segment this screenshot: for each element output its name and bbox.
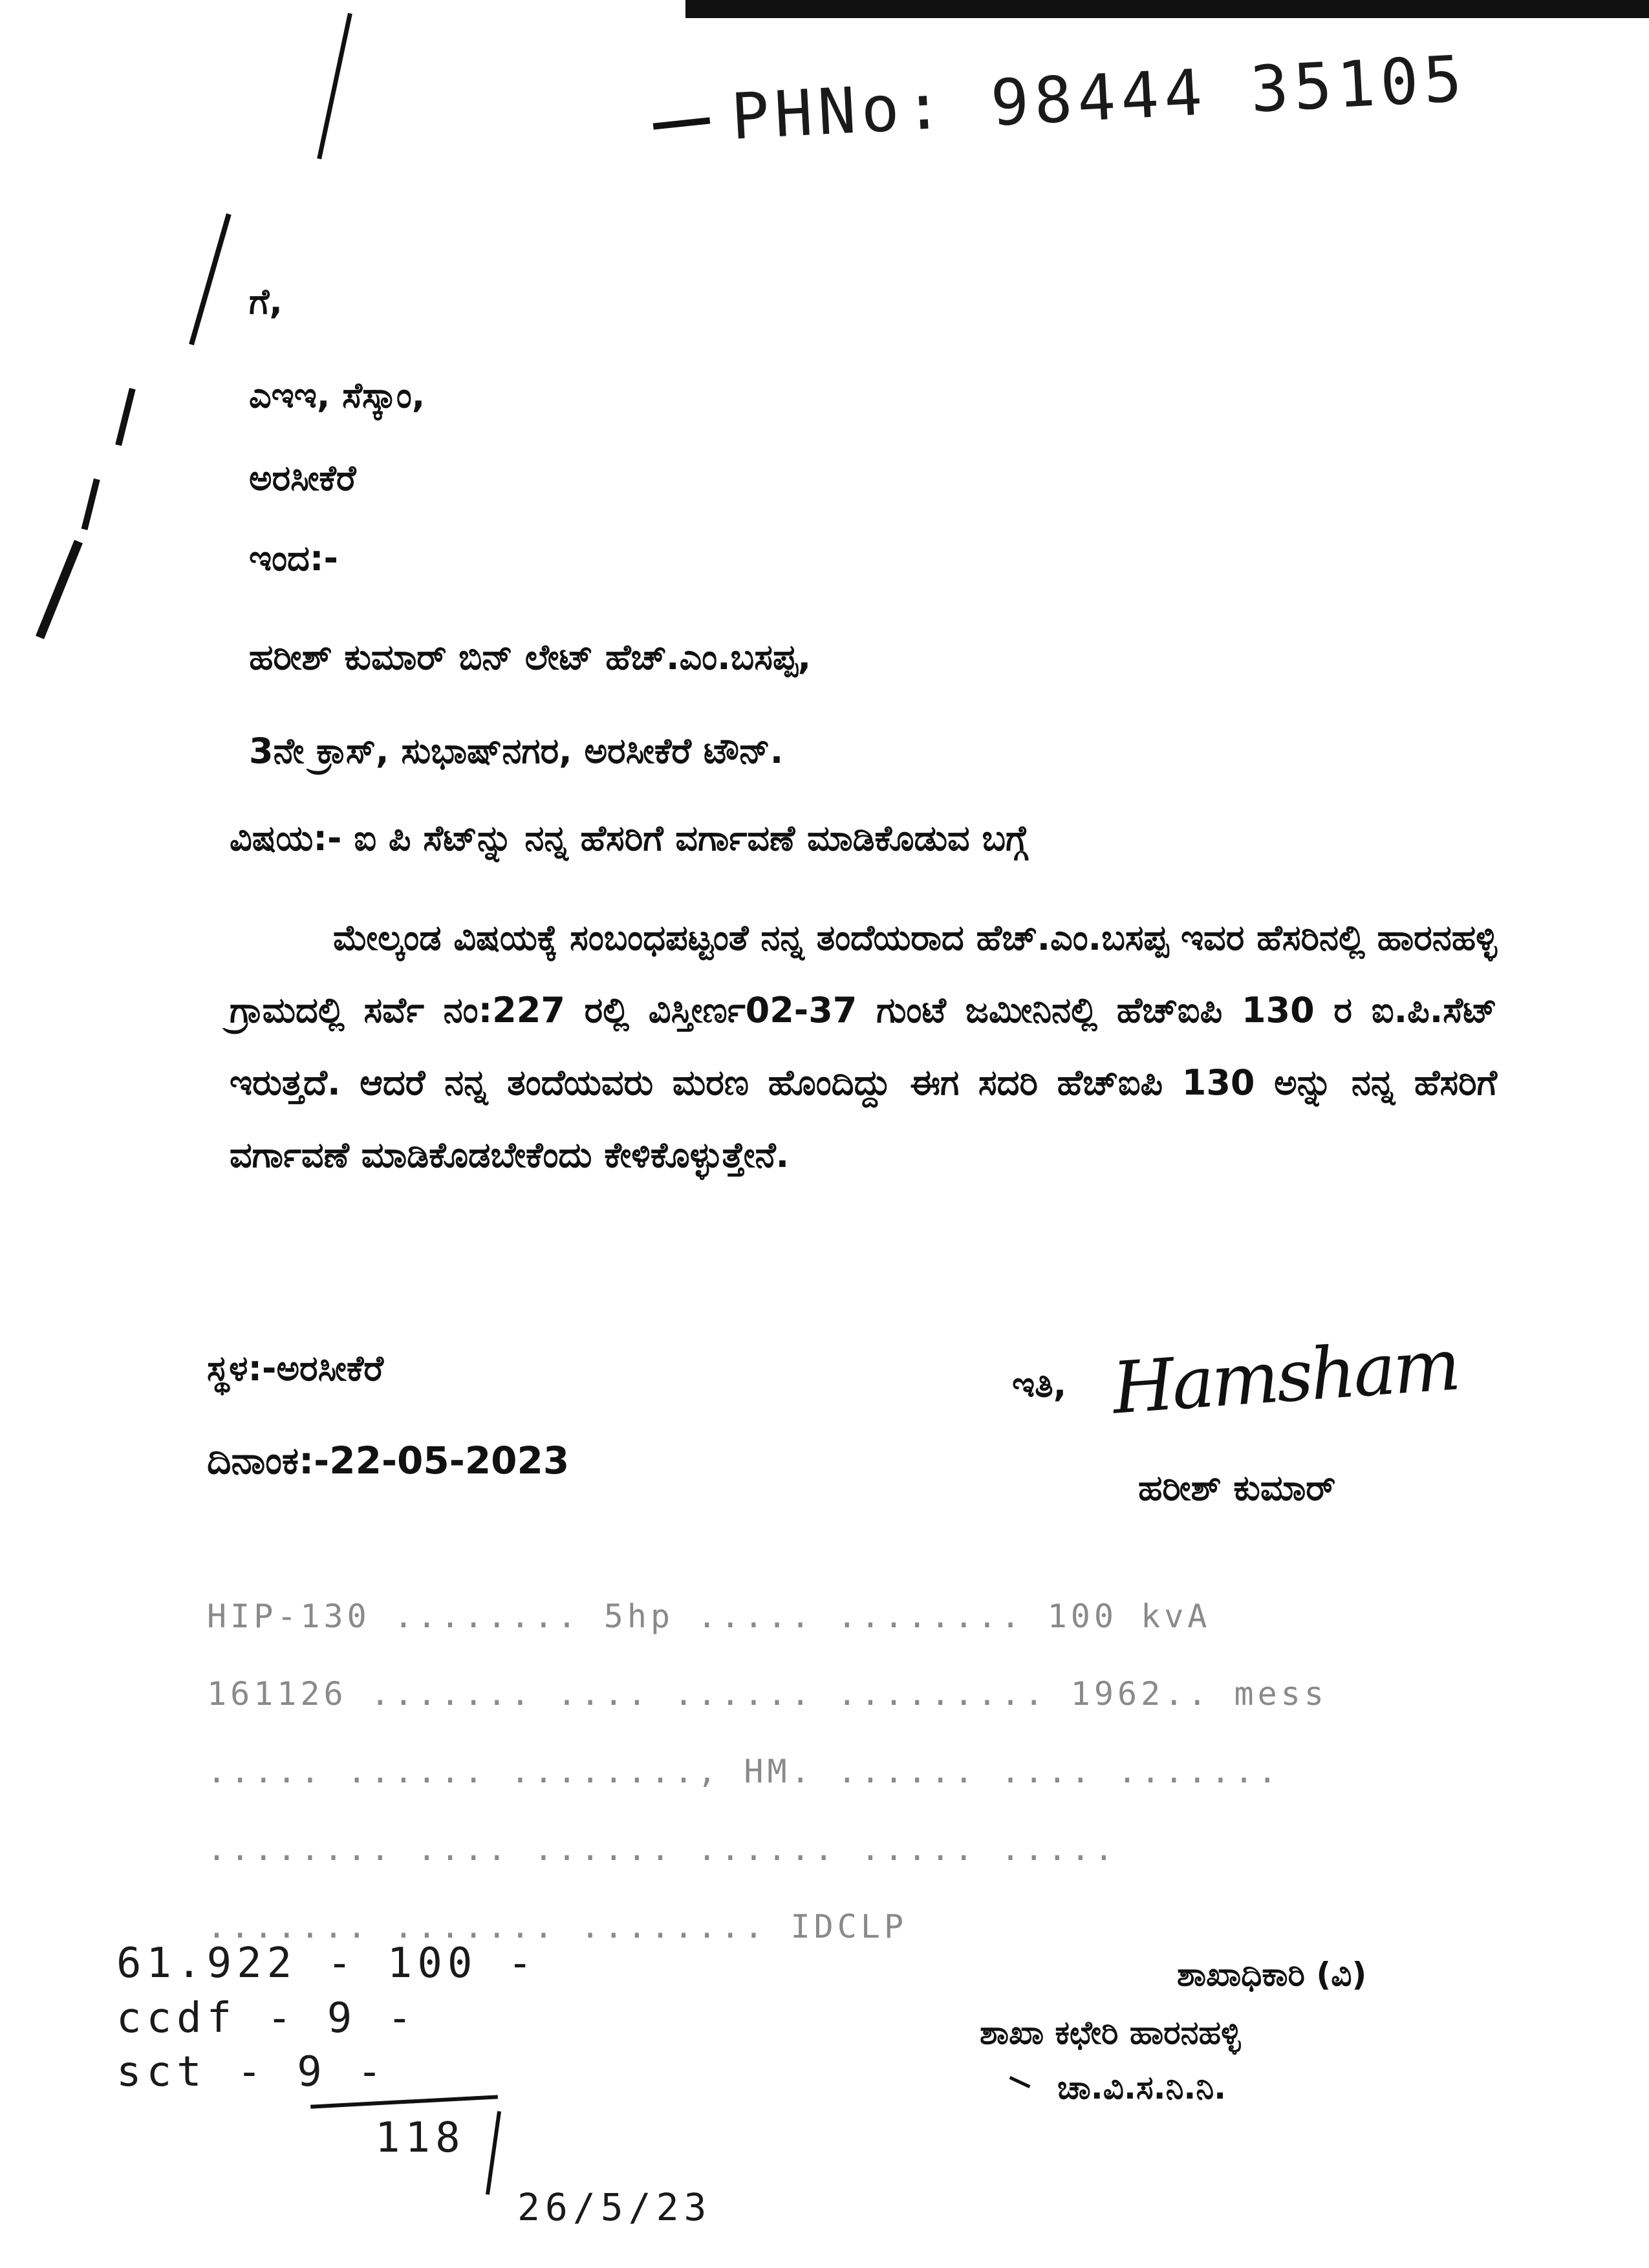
note-line: HIP-130 ........ 5hp ..... ........ 100 kvA [207, 1598, 1211, 1635]
letter-body: ಮೇಲ್ಕಂಡ ವಿಷಯಕ್ಕೆ ಸಂಬಂಧಪಟ್ಟಂತೆ ನನ್ನ ತಂದೆಯರಾದ ಹೆಚ್.ಎಂ.ಬಸಪ್ಪ ಇವರ ಹೆಸರಿನಲ್ಲಿ ಹಾರನಹಳ್ಳಿ ಗ್ರಾಮದಲ್ಲಿ ಸರ್ವೆ ನಂ:227 ರಲ್ಲಿ ವಿಸ್ತೀರ್ಣ02-37 ಗುಂಟೆ ಜಮೀನಿನಲ್ಲಿ ಹೆಚ್‌ಐಪಿ 130 ರ ಐ.ಪಿ.ಸೆಟ್ ಇರುತ್ತದೆ. ಆದರೆ ನನ್ನ ತಂದೆಯವರು ಮರಣ ಹೊಂದಿದ್ದು ಈಗ ಸದರಿ ಹೆಚ್‌ಐಪಿ 130 ಅನ್ನು ನನ್ನ ಹೆಸರಿಗೆ ವರ್ಗಾವಣೆ ಮಾಡಿಕೊಡಬೇಕೆಂದು ಕೇಳಿಕೊಳ್ಳುತ್ತೇನೆ. [230, 917, 1497, 1175]
scan-streak [189, 213, 232, 345]
sender-address: 3ನೇ ಕ್ರಾಸ್, ಸುಭಾಷ್‌ನಗರ, ಅರಸೀಕೆರೆ ಟೌನ್. [249, 731, 784, 771]
date-line: ದಿನಾಂಕ:-22-05-2023 [207, 1439, 570, 1482]
office-officer: ಶಾಖಾಧಿಕಾರಿ (ವಿ) [1177, 1956, 1367, 1993]
scan-edge-bar [685, 0, 1649, 18]
phone-dash [653, 117, 711, 129]
from-label: ಇಂದ:- [249, 538, 338, 579]
closing: ಇತಿ, [1012, 1364, 1067, 1405]
subject: ವಿಷಯ:- ಐ ಪಿ ಸೆಟ್‌ನ್ನು ನನ್ನ ಹೆಸರಿಗೆ ವರ್ಗಾವಣೆ ಮಾಡಿಕೊಡುವ ಬಗ್ಗೆ [230, 818, 1028, 859]
note-line: ..... ...... ........, HM. ...... .... ....... [207, 1753, 1281, 1790]
note-line: ....... ....... ........ IDCLP [207, 1908, 908, 1945]
scan-streak [115, 388, 135, 446]
phone-number-note: PHNo: 98444 35105 [729, 42, 1469, 155]
office-org: ಚಾ.ವಿ.ಸ.ನಿ.ನಿ. [1057, 2069, 1227, 2106]
calc-line: 61.922 - 100 - [116, 1940, 538, 1987]
salutation: ಗೆ, [249, 281, 283, 322]
signer-name: ಹರೀಶ್ ಕುಮಾರ್ [1138, 1468, 1336, 1508]
place-line: ಸ್ಥಳ:-ಅರಸೀಕೆರೆ [207, 1348, 384, 1389]
scan-streak [317, 13, 352, 159]
initial-date: 26/5/23 [517, 2185, 712, 2229]
scan-streak [36, 540, 83, 639]
calc-rule [486, 2111, 501, 2195]
recipient-place: ಅರಸೀಕೆರೆ [249, 458, 356, 498]
sender-name: ಹರೀಶ್ ಕುಮಾರ್ ಬಿನ್ ಲೇಟ್ ಹೆಚ್.ಎಂ.ಬಸಪ್ಪ, [249, 637, 812, 678]
calc-line: ccdf - 9 - [116, 1995, 418, 2042]
note-line: 161126 ....... .... ...... ......... 1962.. mess [207, 1675, 1328, 1713]
recipient: ಎಇಇ, ಸೆಸ್ಕಾಂ, [249, 375, 426, 416]
signature: Hamsham [1110, 1323, 1461, 1430]
calc-rule [310, 2095, 498, 2108]
scan-streak [81, 478, 100, 530]
calc-line: sct - 9 - [116, 2048, 387, 2096]
office-branch: ಶಾಖಾ ಕಛೇರಿ ಹಾರನಹಳ್ಳಿ [980, 2014, 1241, 2051]
note-line: ........ .... ...... ...... ..... ..... [207, 1830, 1117, 1868]
tick-mark [1009, 2076, 1031, 2088]
official-handwritten-note [207, 1578, 1533, 1965]
calc-total: 118 [375, 2114, 466, 2162]
